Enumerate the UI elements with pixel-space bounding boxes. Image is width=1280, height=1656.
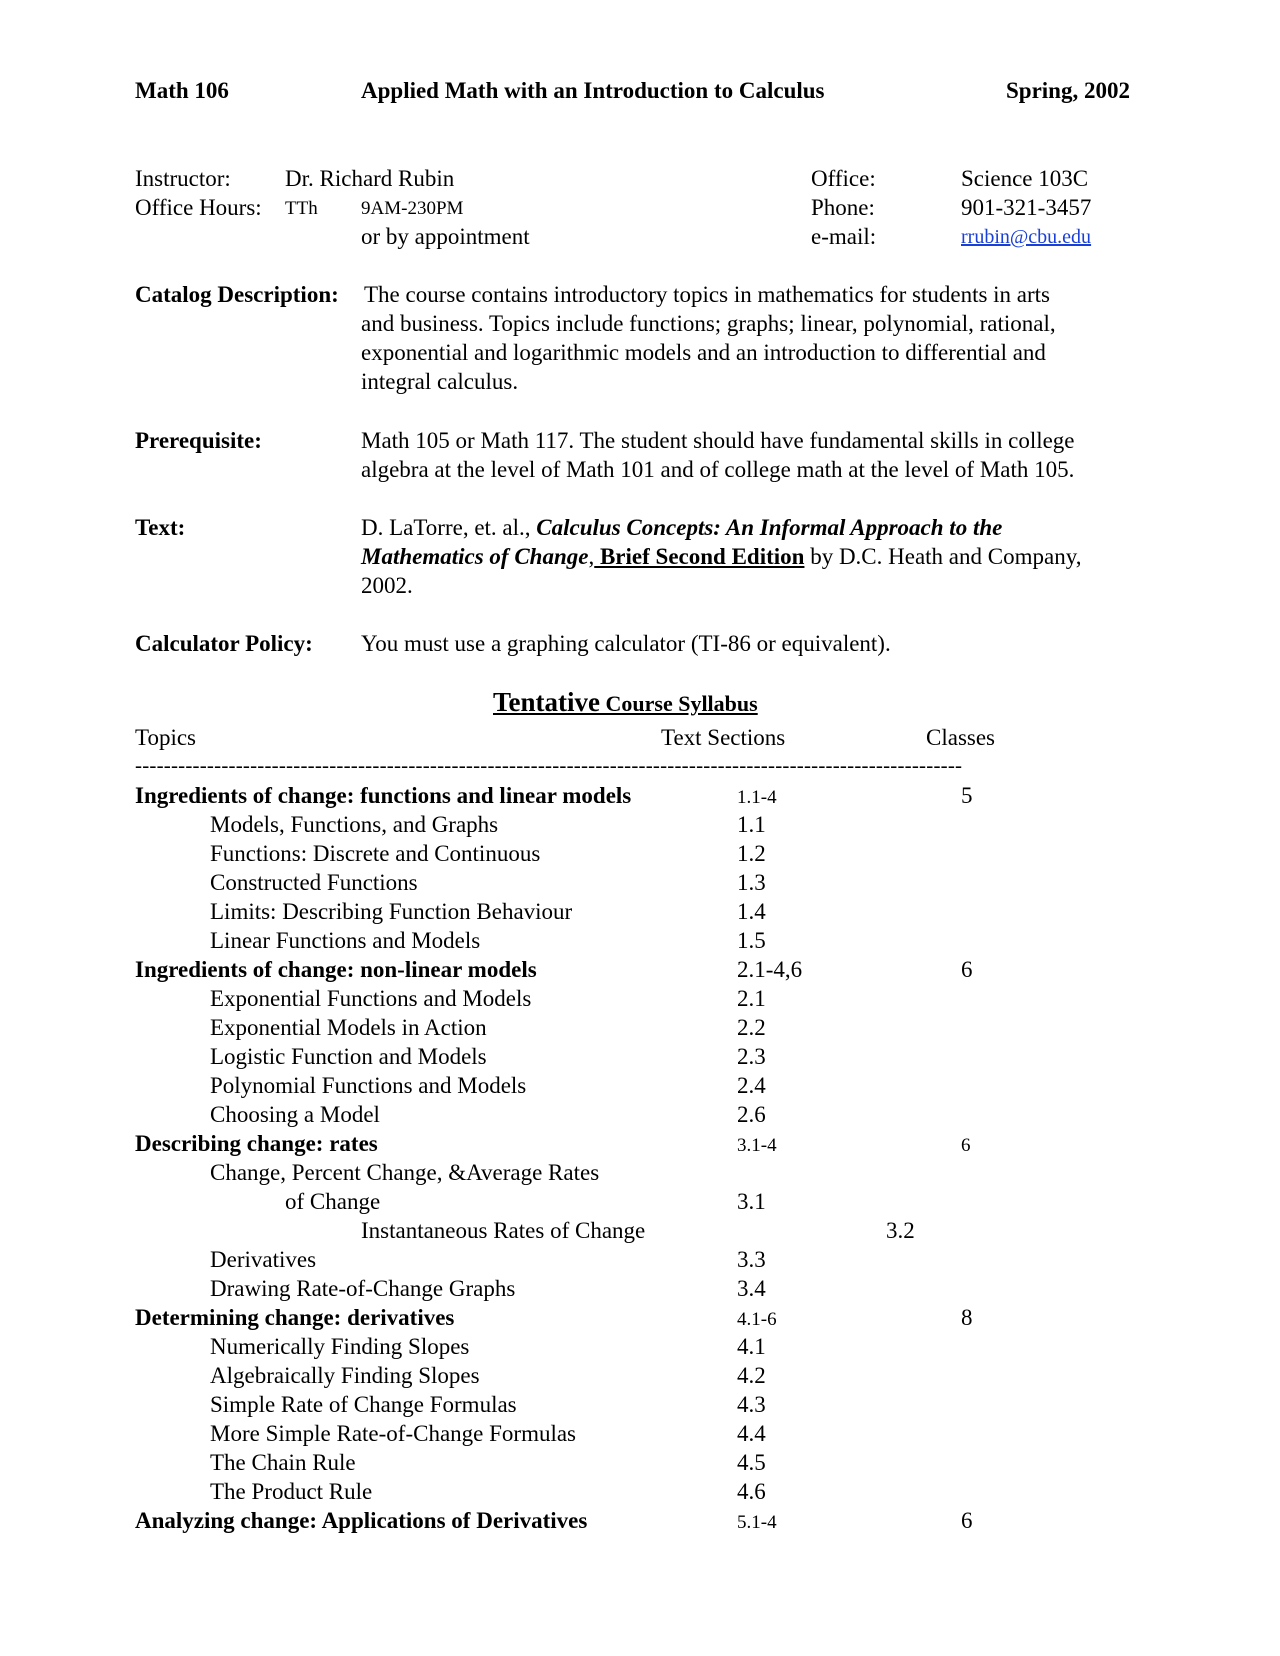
catalog-line: integral calculus. (361, 369, 519, 394)
lesson-section: 2.4 (737, 1073, 766, 1098)
catalog-line: The course contains introductory topics in mathematics for students in arts (364, 282, 1051, 307)
lesson-section: 3.1 (737, 1189, 766, 1214)
course-title: Applied Math with an Introduction to Calculus (361, 78, 825, 103)
lesson-topic: Exponential Functions and Models (210, 986, 532, 1011)
email-link[interactable]: rrubin@cbu.edu (961, 226, 1092, 248)
textbook-publisher: by D.C. Heath and Company, (804, 544, 1082, 569)
lesson-topic: Change, Percent Change, &Average Rates (210, 1160, 600, 1185)
lesson-section: 1.2 (737, 841, 766, 866)
lesson-section: 2.1 (737, 986, 766, 1011)
unit-classes: 6 (961, 1508, 973, 1533)
lesson-section: 2.6 (737, 1102, 766, 1127)
unit-heading: Analyzing change: Applications of Derivatives (135, 1508, 588, 1533)
lesson-topic: Choosing a Model (210, 1102, 380, 1127)
phone-label: Phone: (811, 195, 875, 220)
lesson-section: 4.2 (737, 1363, 766, 1388)
lesson-section: 2.3 (737, 1044, 766, 1069)
unit-sections: 3.1-4 (737, 1135, 777, 1156)
phone-value: 901-321-3457 (961, 195, 1092, 220)
office-hours-label: Office Hours: (135, 195, 262, 220)
lesson-section: 4.1 (737, 1334, 766, 1359)
unit-heading: Determining change: derivatives (135, 1305, 455, 1330)
lesson-section: 3.2 (886, 1218, 915, 1243)
calculator-label: Calculator Policy: (135, 631, 313, 656)
lesson-topic: Linear Functions and Models (210, 928, 481, 953)
textbook-line-2: Mathematics of Change, Brief Second Edition by D.C. Heath and Company, (361, 544, 1082, 569)
unit-sections: 2.1-4,6 (737, 957, 803, 982)
lesson-topic: Constructed Functions (210, 870, 418, 895)
column-header-sections: Text Sections (661, 725, 786, 750)
course-term: Spring, 2002 (1006, 78, 1130, 103)
catalog-line: and business. Topics include functions; graphs; linear, polynomial, rational, (361, 311, 1056, 336)
unit-heading: Ingredients of change: non-linear models (135, 957, 537, 982)
lesson-topic: Limits: Describing Function Behaviour (210, 899, 573, 924)
lesson-topic: Simple Rate of Change Formulas (210, 1392, 517, 1417)
catalog-label: Catalog Description: (135, 282, 339, 307)
office-hours-days: TTh (285, 198, 318, 219)
instructor-name: Dr. Richard Rubin (285, 166, 455, 191)
prerequisite-label: Prerequisite: (135, 428, 262, 453)
lesson-topic: Instantaneous Rates of Change (361, 1218, 646, 1243)
lesson-topic: Drawing Rate-of-Change Graphs (210, 1276, 516, 1301)
lesson-section: 1.3 (737, 870, 766, 895)
unit-classes: 5 (961, 783, 973, 808)
lesson-topic: Derivatives (210, 1247, 317, 1272)
lesson-topic: Logistic Function and Models (210, 1044, 487, 1069)
prerequisite-line: algebra at the level of Math 101 and of college math at the level of Math 105. (361, 457, 1075, 482)
prerequisite-line: Math 105 or Math 117. The student should have fundamental skills in college (361, 428, 1075, 453)
lesson-topic: Algebraically Finding Slopes (210, 1363, 480, 1388)
lesson-section: 4.5 (737, 1450, 766, 1475)
column-header-topics: Topics (135, 725, 196, 750)
lesson-topic: Models, Functions, and Graphs (210, 812, 499, 837)
unit-sections: 1.1-4 (737, 787, 777, 808)
lesson-topic: Numerically Finding Slopes (210, 1334, 470, 1359)
lesson-section: 4.4 (737, 1421, 766, 1446)
lesson-topic: Functions: Discrete and Continuous (210, 841, 541, 866)
lesson-topic: Polynomial Functions and Models (210, 1073, 527, 1098)
lesson-topic: The Chain Rule (210, 1450, 356, 1475)
syllabus-title (493, 688, 758, 718)
lesson-topic: More Simple Rate-of-Change Formulas (210, 1421, 577, 1446)
unit-sections: 4.1-6 (737, 1309, 777, 1330)
lesson-topic: Exponential Models in Action (210, 1015, 487, 1040)
office-hours-alt: or by appointment (361, 224, 530, 249)
office-hours-time: 9AM-230PM (361, 198, 464, 219)
course-number: Math 106 (135, 78, 229, 103)
lesson-section: 4.6 (737, 1479, 766, 1504)
unit-classes: 6 (961, 1135, 971, 1156)
column-header-classes: Classes (926, 725, 995, 750)
textbook-title-2: Mathematics of Change (361, 544, 589, 569)
lesson-topic: of Change (285, 1189, 381, 1214)
textbook-edition: Brief Second Edition (594, 544, 805, 569)
textbook-title-1: Calculus Concepts: An Informal Approach to the (536, 515, 1003, 540)
lesson-section: 3.4 (737, 1276, 766, 1301)
unit-classes: 8 (961, 1305, 973, 1330)
office-label: Office: (811, 166, 876, 191)
divider-line: ------------------------------------------------------------------------------------------------------------------- (135, 753, 963, 777)
instructor-label: Instructor: (135, 166, 231, 191)
lesson-section: 1.1 (737, 812, 766, 837)
lesson-section: 1.4 (737, 899, 766, 924)
email-label: e-mail: (811, 224, 877, 249)
office-value: Science 103C (961, 166, 1089, 191)
text-label: Text: (135, 515, 186, 540)
syllabus-title-small: Course Syllabus (600, 691, 758, 716)
textbook-line-1 (361, 513, 1002, 542)
unit-classes: 6 (961, 957, 973, 982)
lesson-section: 1.5 (737, 928, 766, 953)
unit-heading: Ingredients of change: functions and linear models (135, 783, 632, 808)
calculator-policy: You must use a graphing calculator (TI-86 or equivalent). (361, 631, 891, 656)
textbook-authors: D. LaTorre, et. al., (361, 515, 537, 540)
lesson-section: 3.3 (737, 1247, 766, 1272)
textbook-year: 2002. (361, 573, 413, 598)
lesson-topic: The Product Rule (210, 1479, 373, 1504)
unit-heading: Describing change: rates (135, 1131, 378, 1156)
unit-sections: 5.1-4 (737, 1512, 777, 1533)
catalog-line: exponential and logarithmic models and an introduction to differential and (361, 340, 1046, 365)
syllabus-title-big: Tentative (493, 687, 600, 717)
lesson-section: 2.2 (737, 1015, 766, 1040)
lesson-section: 4.3 (737, 1392, 766, 1417)
